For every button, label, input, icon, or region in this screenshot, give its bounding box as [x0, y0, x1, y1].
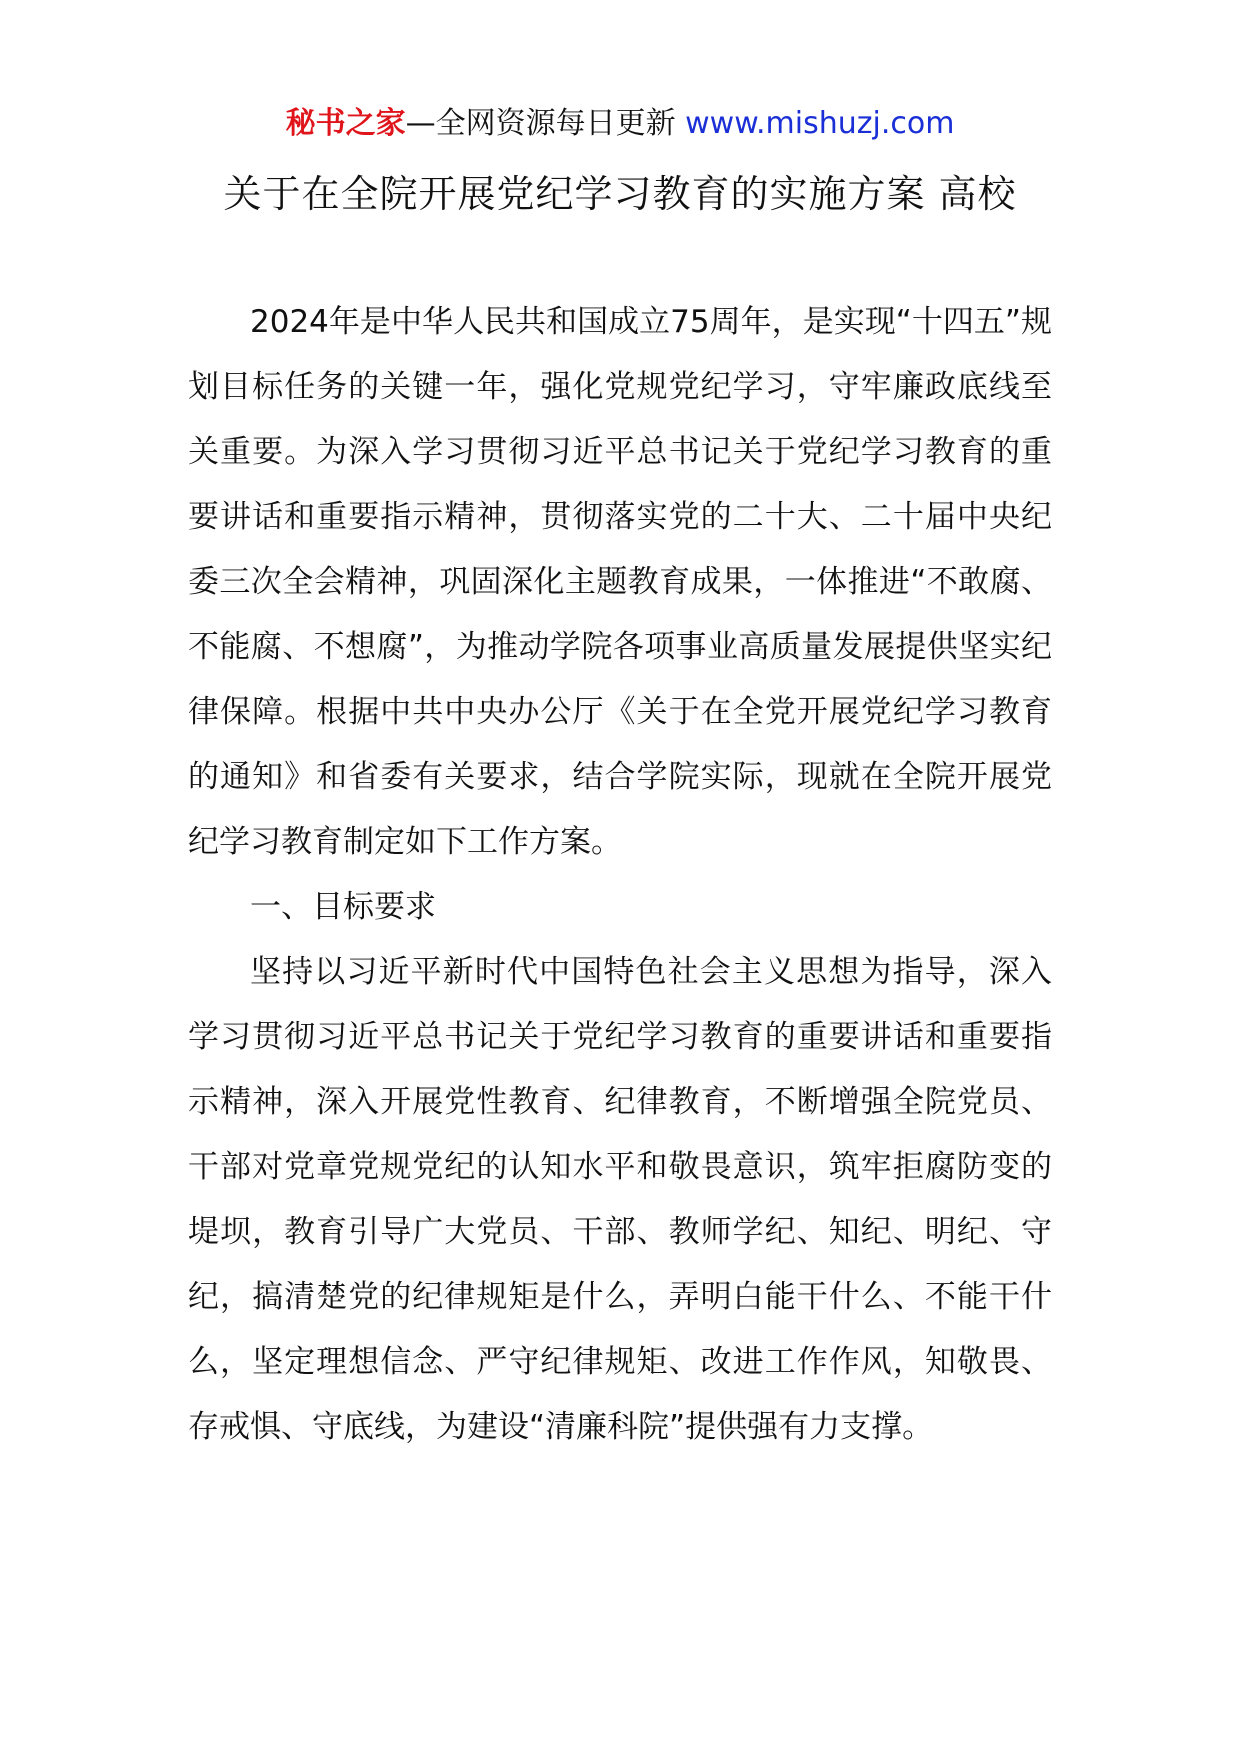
intro-paragraph: 2024年是中华人民共和国成立75周年，是实现“十四五”规划目标任务的关键一年，强化党规党纪学习，守牢廉政底线至关重要。为深入学习贯彻习近平总书记关于党纪学习教育的重要讲话和重要指示精神，贯彻落实党的二十大、二十届中央纪委三次全会精神，巩固深化主题教育成果，一体推进“不敢腐、不能腐、不想腐”，为推动学院各项事业高质量发展提供坚实纪律保障。根据中共中央办公厅《关于在全党开展党纪学习教育的通知》和省委有关要求，结合学院实际，现就在全院开展党纪学习教育制定如下工作方案。: [188, 304, 1052, 860]
brand-name: 秘书之家: [285, 106, 406, 141]
section-paragraph: 坚持以习近平新时代中国特色社会主义思想为指导，深入学习贯彻习近平总书记关于党纪学习教育的重要讲话和重要指示精神，深入开展党性教育、纪律教育，不断增强全院党员、干部对党章党规党纪的认知水平和敬畏意识，筑牢拒腐防变的堤坝，教育引导广大党员、干部、教师学纪、知纪、明纪、守纪，搞清楚党的纪律规矩是什么，弄明白能干什么、不能干什么，坚定理想信念、严守纪律规矩、改进工作作风，知敬畏、存戒惧、守底线，为建设“清廉科院”提供强有力支撑。: [188, 954, 1052, 1445]
document-body: [188, 290, 1052, 1460]
document-title: 关于在全院开展党纪学习教育的实施方案 高校: [223, 172, 1017, 216]
header-tagline: —全网资源每日更新: [405, 106, 676, 141]
watermark-header: [0, 104, 1240, 144]
section-heading: 一、目标要求: [250, 889, 436, 925]
site-url-link[interactable]: www.mishuzj.com: [685, 106, 955, 141]
